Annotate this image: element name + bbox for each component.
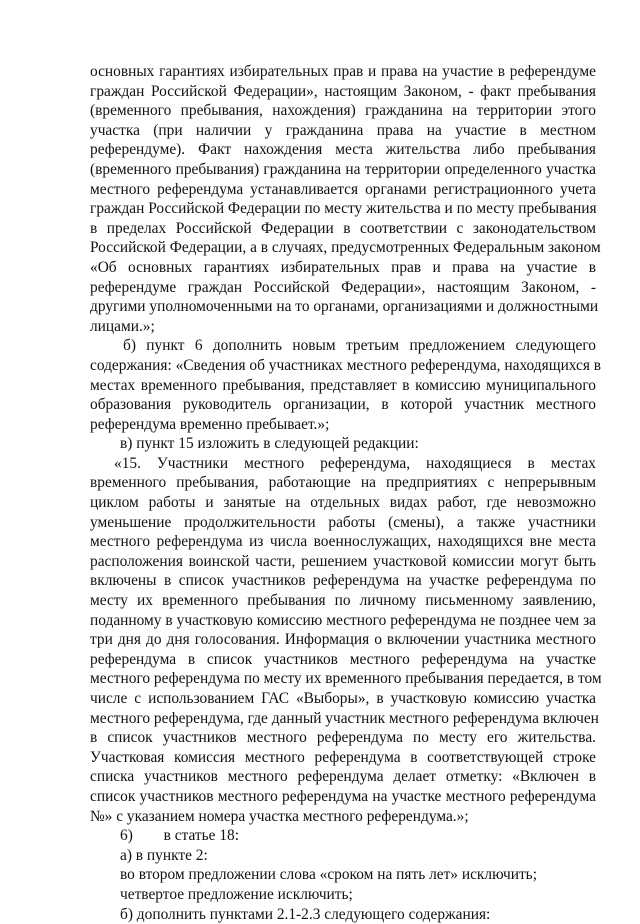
text-line: б) пункт 6 дополнить новым третьим предложением следующего	[123, 337, 596, 355]
text-line: месту их временного пребывания по личному письменному заявлению,	[90, 592, 596, 610]
text-line: референдума временно пребывает.»;	[90, 415, 330, 433]
text-line: референдуме). Факт нахождения места жительства либо пребывания	[90, 141, 596, 159]
text-line: б) дополнить пунктами 2.1-2.3 следующего содержания:	[120, 905, 491, 923]
text-line: списка участников местного референдума делает отметку: «Включен в	[90, 768, 596, 786]
text-line: основных гарантиях избирательных прав и права на участие в референдуме	[90, 63, 596, 80]
text-line: (временного пребывания) гражданина на территории определенного участка	[90, 160, 596, 178]
text-line: лицами.»;	[90, 317, 155, 335]
text-line: уменьшение продолжительности работы (смены), а также участники	[90, 513, 596, 531]
text-line: участка (при наличии у гражданина права на участие в местном	[90, 121, 596, 139]
text-line: образования руководитель организации, в которой участник местного	[90, 396, 596, 414]
text-line: включены в список участников референдума на участке референдума по	[90, 572, 596, 590]
text-line: (временного пребывания, нахождения) гражданина на территории этого	[90, 102, 596, 120]
text-line: в список участников местного референдума по месту его жительства.	[90, 729, 596, 747]
text-line: местах временного пребывания, представляет в комиссию муниципального	[90, 376, 596, 394]
text-line: во втором предложении слова «сроком на пять лет» исключить;	[120, 866, 537, 884]
text-line: в) пункт 15 изложить в следующей редакции:	[120, 435, 419, 453]
text-line: список участников местного референдума на участке местного референдума	[90, 787, 596, 805]
text-line: референдуме граждан Российской Федерации», настоящим Законом, -	[90, 278, 596, 296]
document-body	[90, 62, 602, 924]
text-line: содержания: «Сведения об участниках местного референдума, находящихся в	[90, 356, 602, 374]
text-line: местного референдума по месту их временного пребывания передается, в том	[90, 670, 602, 688]
text-line: местного референдума из числа военнослужащих, находящихся вне места	[90, 533, 596, 551]
text-line: Участковая комиссия местного референдума в соответствующей строке	[90, 748, 596, 766]
text-line: граждан Российской Федерации», настоящим Законом, - факт пребывания	[90, 82, 596, 100]
text-line: №» с указанием номера участка местного референдума.»;	[90, 807, 469, 825]
text-line: поданному в участковую комиссию местного референдума не позднее чем за	[90, 611, 596, 629]
text-line: а) в пункте 2:	[120, 846, 208, 864]
text-line: местного референдума, где данный участник местного референдума включен	[90, 709, 599, 727]
text-line: числе с использованием ГАС «Выборы», в участковую комиссию участка	[90, 690, 596, 707]
text-line: временного пребывания, работающие на предприятиях с непрерывным	[90, 474, 596, 492]
text-line: Российской Федерации, а в случаях, предусмотренных Федеральным законом	[90, 239, 601, 257]
text-line: в пределах Российской Федерации в соответствии с законодательством	[90, 219, 596, 237]
text-line: циклом работы и занятые на отдельных видах работ, где невозможно	[90, 494, 596, 512]
text-line: четвертое предложение исключить;	[120, 885, 353, 903]
text-line: другими уполномоченными на то органами, организациями и должностными	[90, 298, 599, 316]
text-line: «15. Участники местного референдума, находящиеся в местах	[114, 454, 596, 472]
text-line: «Об основных гарантиях избирательных прав и права на участие в	[90, 258, 596, 276]
text-line: три дня до дня голосования. Информация о включении участника местного	[90, 631, 596, 649]
text-line: граждан Российской Федерации по месту жительства и по месту пребывания	[90, 200, 597, 218]
text-line: расположения воинской части, решением участковой комиссии могут быть	[90, 552, 596, 570]
text-line: местного референдума устанавливается органами регистрационного учета	[90, 180, 596, 198]
text-line: референдума в список участников местного референдума на участке	[90, 650, 596, 668]
text-line: 6) в статье 18:	[120, 827, 239, 845]
